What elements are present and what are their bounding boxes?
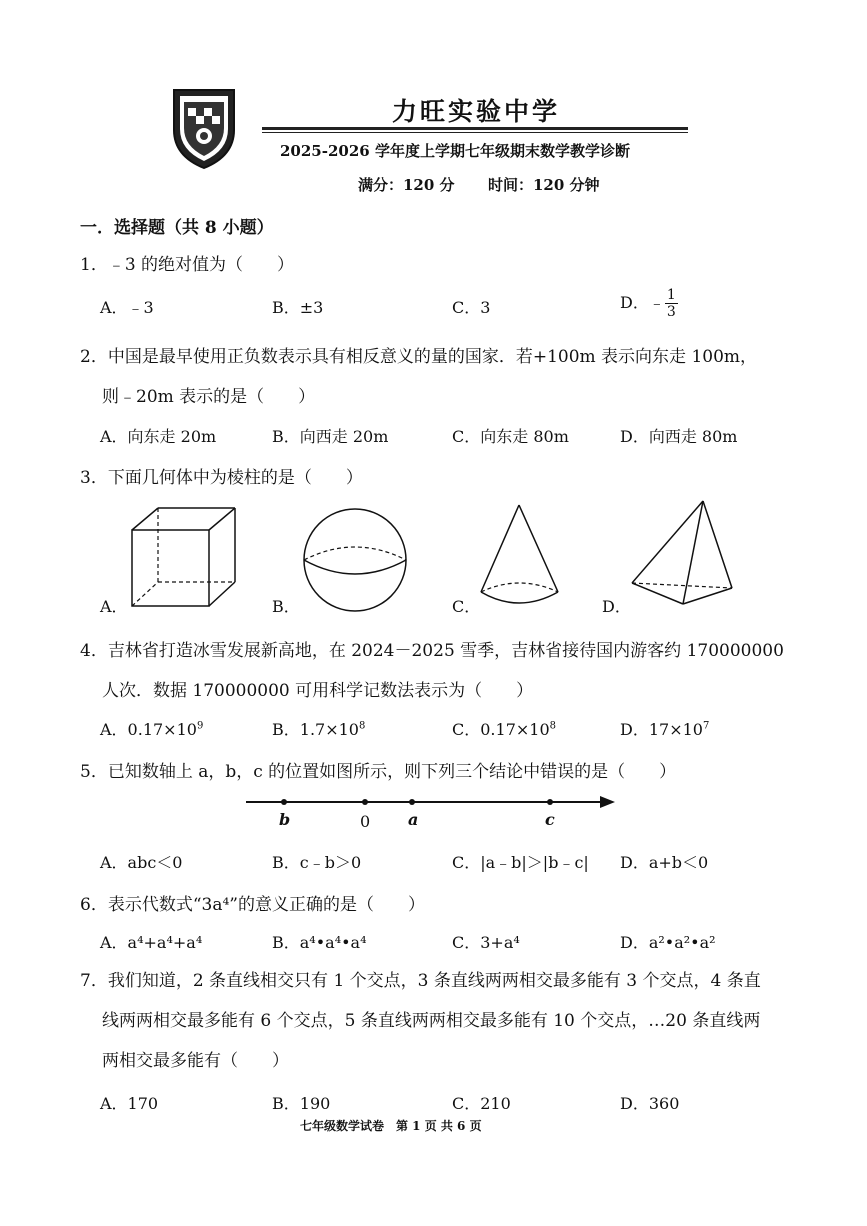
cone-figure — [475, 502, 565, 612]
question-2-line-1: 2．中国是最早使用正负数表示具有相反意义的量的国家．若+100m 表示向东走 100m， — [80, 347, 758, 367]
point-0 — [362, 799, 368, 805]
fraction: $\frac{1}{3}$ — [666, 287, 676, 320]
q6-option-a[interactable]: A．a⁴+a⁴+a⁴ — [100, 933, 203, 952]
q4-option-d[interactable]: D．$17\times 10^7$ — [620, 720, 710, 739]
number-line — [240, 790, 620, 832]
exam-time: 时间：120 分钟 — [488, 176, 600, 194]
label-0: 0 — [360, 812, 371, 831]
q1-option-b[interactable]: B．±3 — [272, 298, 324, 317]
full-score: 满分：120 分 — [358, 176, 455, 194]
q2-option-d[interactable]: D．向西走 80m — [620, 427, 738, 446]
label-c: c — [545, 810, 555, 829]
title-rule-thin — [262, 132, 688, 133]
sphere-figure — [298, 508, 413, 612]
title-rule-thick — [262, 127, 688, 130]
cube-figure — [120, 500, 245, 610]
q7-option-a[interactable]: A．170 — [100, 1094, 159, 1113]
question-6: 6．表示代数式“3a⁴”的意义正确的是（ ） — [80, 895, 425, 915]
school-logo — [168, 86, 240, 170]
question-4-line-1: 4．吉林省打造冰雪发展新高地，在 2024－2025 雪季，吉林省接待国内游客约 170000000 — [80, 641, 784, 661]
question-3: 3．下面几何体中为棱柱的是（ ） — [80, 468, 363, 488]
exam-title: 2025-2026 学年度上学期七年级期末数学教学诊断 — [280, 142, 630, 160]
question-7-line-2: 线两两相交最多能有 6 个交点，5 条直线两两相交最多能有 10 个交点，…20 条直线两 — [102, 1011, 761, 1031]
q6-option-b[interactable]: B．a⁴•a⁴•a⁴ — [272, 933, 367, 952]
q6-option-c[interactable]: C．3+a⁴ — [452, 933, 520, 952]
q3-option-a[interactable]: A． — [100, 597, 128, 616]
q3-option-b[interactable]: B． — [272, 597, 300, 616]
pyramid-figure — [628, 498, 738, 610]
q2-option-b[interactable]: B．向西走 20m — [272, 427, 389, 446]
question-1 — [80, 250, 294, 275]
q1-option-a[interactable]: A．﹣3 — [100, 298, 154, 317]
question-7-line-3: 两相交最多能有（ ） — [102, 1051, 289, 1071]
q1-option-c[interactable]: C．3 — [452, 298, 491, 317]
q2-option-c[interactable]: C．向东走 80m — [452, 427, 569, 446]
question-number: 1． — [80, 255, 108, 275]
q3-option-c[interactable]: C． — [452, 597, 481, 616]
q5-option-c[interactable]: C．|a﹣b|＞|b﹣c| — [452, 853, 589, 872]
label-a: a — [408, 810, 419, 829]
question-7-line-1: 7．我们知道，2 条直线相交只有 1 个交点，3 条直线两两相交最多能有 3 个交点，4 条直 — [80, 971, 761, 991]
point-c — [547, 799, 553, 805]
question-stem: ﹣3 的绝对值为（ ） — [107, 255, 295, 275]
q4-option-c[interactable]: C．$0.17\times 10^8$ — [452, 720, 557, 739]
section-title: 一．选择题（共 8 小题） — [80, 218, 274, 238]
q5-option-a[interactable]: A．abc＜0 — [100, 853, 183, 872]
q5-option-d[interactable]: D．a+b＜0 — [620, 853, 709, 872]
q2-option-a[interactable]: A．向东走 20m — [100, 427, 217, 446]
q7-option-c[interactable]: C．210 — [452, 1094, 511, 1113]
q4-option-b[interactable]: B．$1.7\times 10^8$ — [272, 720, 366, 739]
school-name: 力旺实验中学 — [392, 97, 561, 126]
point-b — [281, 799, 287, 805]
q7-option-b[interactable]: B．190 — [272, 1094, 331, 1113]
q7-option-d[interactable]: D．360 — [620, 1094, 680, 1113]
question-2-line-2: 则﹣20m 表示的是（ ） — [102, 387, 316, 407]
point-a — [409, 799, 415, 805]
page-footer: 七年级数学试卷 第 1 页 共 6 页 — [300, 1119, 482, 1133]
q6-option-d[interactable]: D．a²•a²•a² — [620, 933, 716, 952]
question-4-line-2: 人次．数据 170000000 可用科学记数法表示为（ ） — [102, 681, 534, 701]
q5-option-b[interactable]: B．c﹣b＞0 — [272, 853, 362, 872]
label-b: b — [279, 810, 291, 829]
question-5: 5．已知数轴上 a，b，c 的位置如图所示，则下列三个结论中错误的是（ ） — [80, 762, 677, 782]
q1-option-d[interactable]: D．﹣ $\frac{1}{3}$ — [620, 287, 676, 320]
q4-option-a[interactable]: A．$0.17\times 10^9$ — [100, 720, 204, 739]
q3-option-d[interactable]: D． — [602, 597, 631, 616]
